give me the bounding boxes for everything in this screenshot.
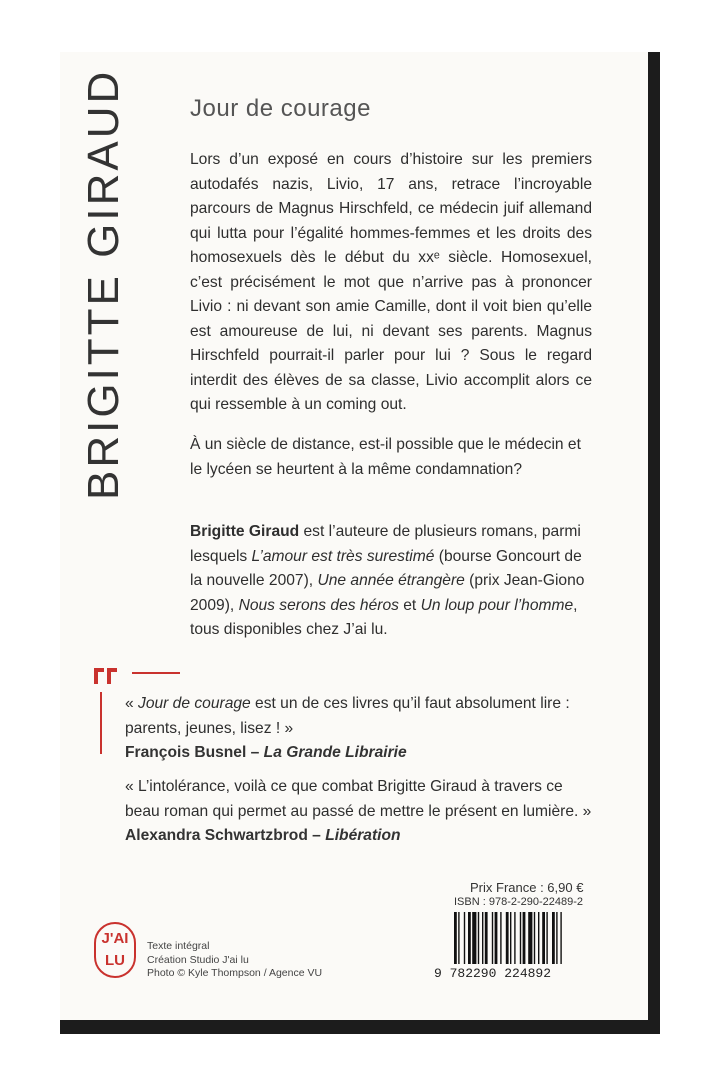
accent-line-vertical <box>100 692 102 754</box>
summary-paragraph: Lors d’un exposé en cours d’histoire sur les premiers autodafés nazis, Livio, 17 ans, retrace l’incroyable parcours de Magnus Hirschfeld, ce médecin juif allemand qui lutta pour l’égalité hommes-femmes et les droits des homosexuels dès le début du xxᵉ siècle. Homosexuel, c’est précisément le mot que n’arrive pas à prononcer Livio : ni devant son amie Camille, dont il voit bien qu’elle est amoureuse de lui, ni devant ses parents. Magnus Hirschfeld pourrait-il parler pour lui ? Sous le regard interdit des élèves de sa classe, Livio accomplit alors ce qui ressemble à un coming out. <box>190 151 592 413</box>
price-label: Prix France : 6,90 € <box>470 880 584 895</box>
bio-book-title: L’amour est très surestimé <box>251 547 435 565</box>
bio-book-title: Un loup pour l’homme <box>420 596 574 614</box>
quote-attribution: Alexandra Schwartzbrod – Libération <box>125 827 401 844</box>
press-quote <box>125 692 595 766</box>
publisher-logo: J'AI LU <box>94 922 136 978</box>
author-name-vertical: BRIGITTE GIRAUD <box>79 68 128 500</box>
bio-author-name: Brigitte Giraud <box>190 523 300 540</box>
book-edge-right <box>648 52 660 1034</box>
bio-book-title: Nous serons des héros <box>238 596 399 614</box>
isbn-label: ISBN : 978-2-290-22489-2 <box>454 896 584 908</box>
quote-attribution: François Busnel – La Grande Librairie <box>125 744 407 761</box>
bio-book-title: Une année étrangère <box>317 572 465 589</box>
accent-line <box>132 672 180 674</box>
book-title: Jour de courage <box>190 95 371 122</box>
author-bio: Brigitte Giraud est l’auteure de plusieurs romans, parmi lesquels L’amour est très surestimé (bourse Goncourt de la nouvelle 2007), Une année étrangère (prix Jean-Giono 2009), Nous serons des héros et Un loup pour l’homme, tous disponibles chez J’ai lu. <box>190 523 585 638</box>
quote-mark-icon <box>92 664 122 688</box>
barcode-number: 9 782290 224892 <box>434 966 552 981</box>
book-edge-bottom <box>60 1020 660 1034</box>
press-quote <box>125 775 595 849</box>
quote-text: « L’intolérance, voilà ce que combat Brigitte Giraud à travers ce beau roman qui permet au passé de mettre le présent en lumière. » <box>125 778 592 820</box>
summary-question: À un siècle de distance, est-il possible que le médecin et le lycéen se heurtent à la même condamnation? <box>190 436 581 478</box>
quote-text: « Jour de courage est un de ces livres qu’il faut absolument lire : parents, jeunes, lisez ! » <box>125 695 570 737</box>
credits: Texte intégral Création Studio J'ai lu Photo © Kyle Thompson / Agence VU <box>147 940 323 979</box>
